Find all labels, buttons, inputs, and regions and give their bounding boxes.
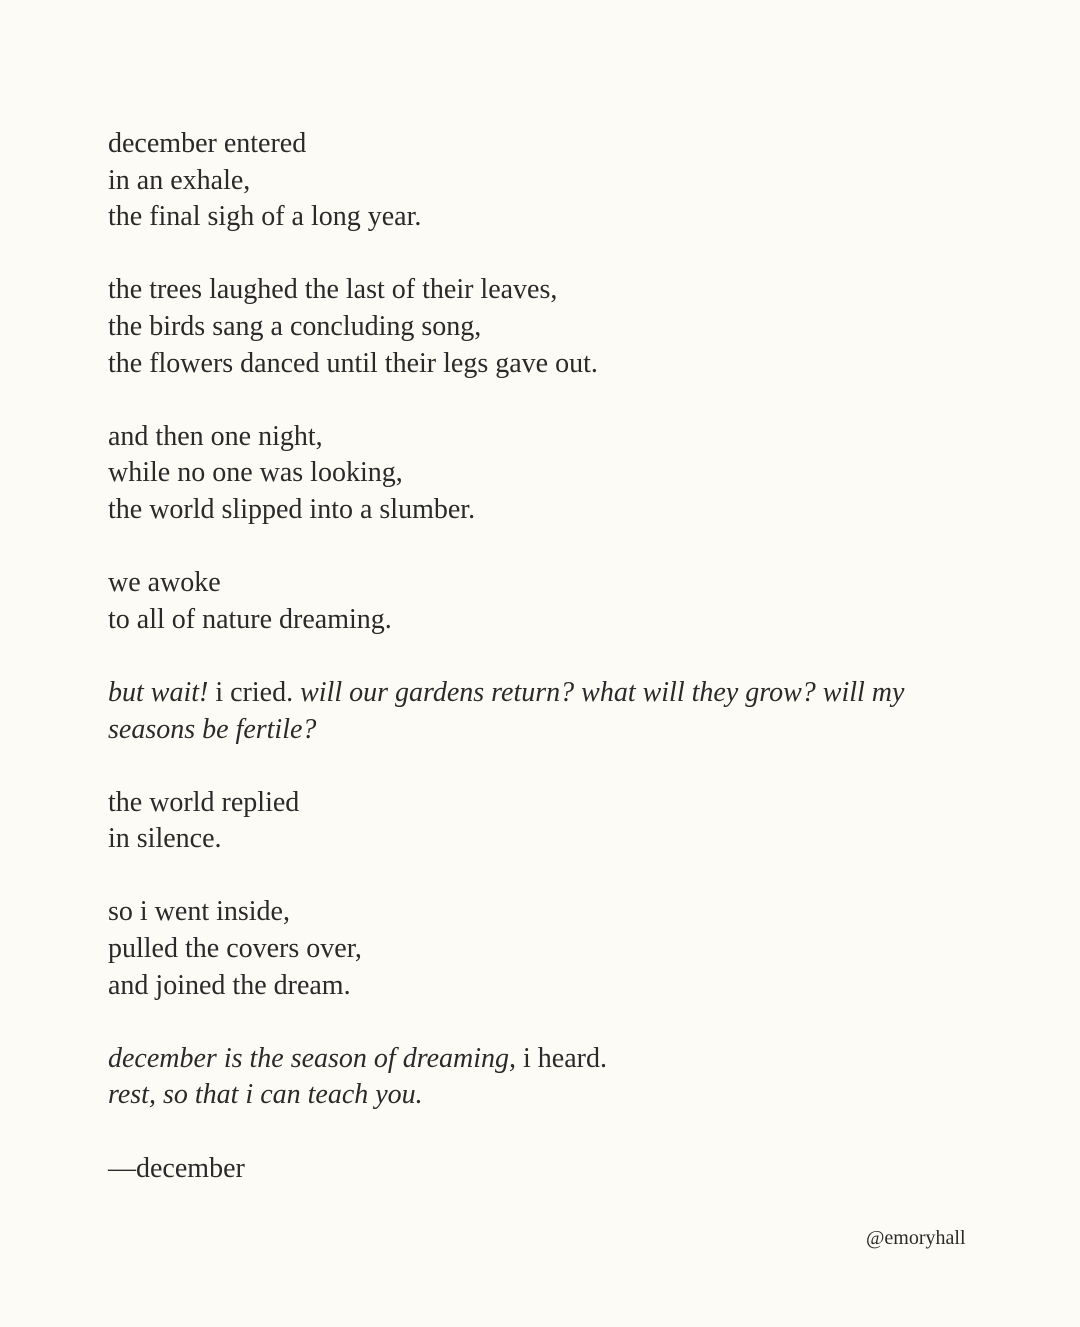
stanza-7 (108, 894, 988, 1004)
poem-line (108, 675, 968, 748)
poem-line: the flowers danced until their legs gave out. (108, 347, 598, 379)
stanza-2 (108, 272, 988, 382)
stanza-3 (108, 419, 988, 529)
stanza-5 (108, 675, 988, 748)
poem-line: rest, so that i can teach you. (108, 1079, 423, 1111)
author-handle: @emoryhall (866, 1227, 966, 1249)
poem-line: and then one night, (108, 420, 323, 452)
poem-line: december entered (108, 128, 307, 159)
stanza-1 (108, 126, 988, 236)
stanza-6 (108, 785, 988, 858)
stanza-4 (108, 565, 988, 638)
poem-line: the birds sang a concluding song, (108, 310, 482, 342)
italic-phrase: will our gardens return? what will they grow? will my seasons be fertile? (108, 676, 905, 745)
poem-line: while no one was looking, (108, 457, 403, 489)
poem-line: we awoke (108, 567, 221, 599)
poem-line: to all of nature dreaming. (108, 603, 392, 635)
poem-line: so i went inside, (108, 896, 290, 928)
stanza-8 (108, 1041, 988, 1114)
poem-line: and joined the dream. (108, 969, 351, 1001)
poem-line (108, 1041, 988, 1078)
italic-phrase: december is the season of dreaming, (108, 1042, 516, 1074)
poem-line: in silence. (108, 823, 222, 855)
poem (108, 126, 988, 1224)
signature-stanza (108, 1151, 988, 1188)
poem-signature: —december (108, 1152, 245, 1184)
plain-phrase: i cried. (208, 676, 301, 708)
poem-line: the final sigh of a long year. (108, 201, 422, 233)
poem-line: the world replied (108, 786, 300, 818)
poem-line: pulled the covers over, (108, 933, 362, 965)
poem-line: the trees laughed the last of their leaves, (108, 274, 558, 306)
poem-line: in an exhale, (108, 164, 251, 196)
plain-phrase: i heard. (516, 1042, 607, 1074)
poem-line: the world slipped into a slumber. (108, 493, 476, 525)
italic-phrase: but wait! (108, 676, 209, 708)
